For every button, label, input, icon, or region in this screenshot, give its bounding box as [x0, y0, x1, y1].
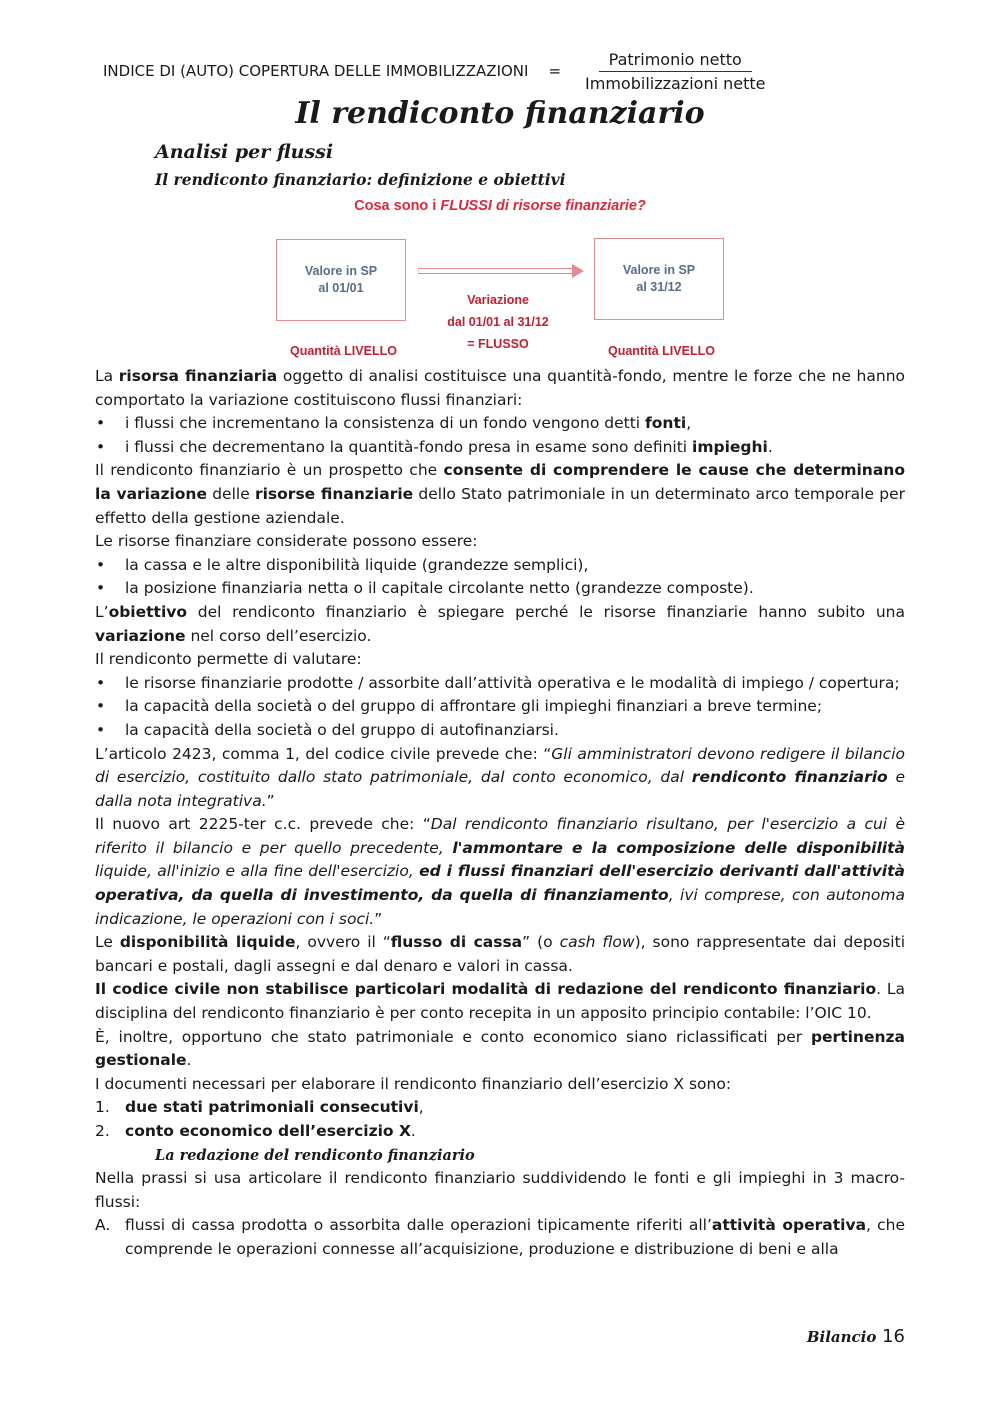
variation-label: [428, 289, 568, 355]
bold-run: disponibilità liquide: [119, 933, 296, 952]
italic-run: Gli amministratori devono redigere il bilancio di esercizio, costituito dallo stato patrimoniale, dal conto economico, dal: [95, 744, 905, 787]
text-run: .: [410, 1122, 416, 1140]
bullet-list: [95, 672, 905, 743]
paragraph: I documenti necessari per elaborare il rendiconto finanziario dell’esercizio X sono:: [95, 1074, 732, 1093]
list-item: [95, 1120, 905, 1144]
bold-run: fonti: [645, 414, 687, 433]
paragraph: [95, 365, 905, 412]
italic-run: liquide, all'inizio e alla fine dell'esercizio,: [95, 862, 420, 881]
text-run: ,: [686, 414, 692, 433]
end-box-line2: al 31/12: [636, 280, 682, 294]
text-run: La: [95, 367, 119, 385]
footer-label: Bilancio: [806, 1328, 877, 1346]
formula-denominator: Immobilizzazioni nette: [585, 73, 766, 93]
bold-run: risorse finanziarie: [254, 484, 414, 503]
bold-run: conto economico dell’esercizio X: [125, 1122, 411, 1140]
diagram-question-start: Cosa sono i: [354, 198, 441, 214]
lettered-list: [95, 1214, 905, 1261]
text-run: È, inoltre, opportuno che stato patrimoniale e conto economico siano riclassificati per: [95, 1027, 811, 1046]
flow-arrow-icon: [418, 264, 586, 278]
paragraph: [95, 931, 905, 978]
subsection-heading-2: La redazione del rendiconto finanziario: [155, 1146, 475, 1164]
formula-numerator: Patrimonio netto: [599, 50, 752, 72]
text-run: i flussi che incrementano la consistenza di un fondo vengono detti: [125, 414, 646, 433]
text-run: flussi di cassa prodotta o assorbita dalle operazioni tipicamente riferiti all’: [125, 1216, 712, 1235]
page-number: 16: [882, 1326, 905, 1347]
bullet-list: [95, 554, 905, 601]
text-run: oggetto di analisi costituisce una quantità-fondo, mentre le forze che ne hanno comportato la variazione costituiscono flussi finanziari:: [95, 367, 906, 409]
subsection-heading: Il rendiconto finanziario: definizione e obiettivi: [155, 170, 566, 189]
bold-run: flusso di cassa: [390, 933, 523, 952]
text-run: .: [186, 1051, 192, 1070]
end-value-box: [594, 238, 724, 320]
coverage-formula: [103, 48, 775, 94]
text-run: nel corso dell’esercizio.: [185, 626, 372, 645]
paragraph: Le risorse finanziare considerate possono essere:: [95, 532, 478, 551]
list-item: • la cassa e le altre disponibilità liquide (grandezze semplici),: [95, 554, 905, 578]
list-item: • la capacità della società o del gruppo di autofinanziarsi.: [95, 719, 905, 743]
formula-label: INDICE DI (AUTO) COPERTURA DELLE IMMOBILIZZAZIONI: [103, 62, 529, 80]
bold-italic-run: ed i flussi finanziari dell'esercizio derivanti dall'attività operativa, da quella di investimento, da quella di finanziamento: [95, 862, 905, 905]
text-run: Le: [95, 933, 120, 952]
bold-run: attività operativa: [711, 1216, 867, 1235]
numbered-list: [95, 1096, 905, 1143]
text-run: . La disciplina del rendiconto finanziario è per conto recepita in un apposito principio contabile: l’OIC 10.: [95, 980, 905, 1023]
bold-run: Il codice civile non stabilisce particolari modalità di redazione del rendiconto finanziario: [95, 980, 877, 999]
start-value-box: [276, 239, 406, 321]
list-item: [95, 436, 905, 460]
list-item: • la posizione finanziaria netta o il capitale circolante netto (grandezze composte).: [95, 577, 905, 601]
list-marker: A.: [95, 1216, 111, 1235]
bold-run: impieghi: [692, 437, 768, 456]
level-label-left: Quantità LIVELLO: [290, 344, 397, 358]
list-marker: 2.: [95, 1122, 110, 1140]
diagram-question: [260, 198, 740, 214]
paragraph: Nella prassi si usa articolare il rendiconto finanziario suddividendo le fonti e gli impieghi in 3 macro-flussi:: [95, 1169, 905, 1211]
text-run: , ovvero il “: [295, 933, 391, 952]
text-run: Il rendiconto finanziario è un prospetto che: [95, 461, 444, 480]
paragraph: [95, 459, 905, 530]
text-run: ,: [418, 1098, 424, 1117]
bold-run: consente di comprendere le cause che determinano la variazione: [95, 461, 905, 503]
text-run: ), sono rappresentate dai depositi bancari e postali, dagli assegni e dal denaro e valori in cassa.: [95, 933, 906, 975]
section-heading: Analisi per flussi: [155, 141, 334, 163]
text-run: ”: [374, 909, 383, 928]
formula-equals: =: [548, 62, 562, 80]
formula-fraction: [575, 50, 775, 93]
text-run: , che comprende le operazioni connesse all’acquisizione, produzione e distribuzione di beni e alla: [125, 1216, 905, 1258]
list-item: [95, 1214, 905, 1261]
italic-run: e dalla nota integrativa.: [95, 768, 905, 810]
paragraph: [95, 601, 905, 648]
paragraph: [95, 978, 905, 1025]
bold-run: due stati patrimoniali consecutivi: [125, 1098, 419, 1117]
variation-line2: dal 01/01 al 31/12: [447, 315, 549, 329]
variation-line1: Variazione: [467, 293, 529, 307]
bold-italic-run: rendiconto finanziario: [691, 768, 888, 787]
text-run: L’articolo 2423, comma 1, del codice civile prevede che: “: [95, 744, 552, 763]
bold-italic-run: l'ammontare e la composizione delle disponibilità: [452, 838, 905, 857]
page-title: Il rendiconto finanziario: [295, 96, 705, 131]
bold-run: variazione: [95, 626, 186, 645]
page-footer: [807, 1326, 905, 1347]
italic-run: cash flow: [559, 933, 635, 952]
list-item: [95, 1096, 905, 1120]
paragraph: [95, 1026, 905, 1073]
paragraph: [95, 743, 905, 814]
text-run: L’: [95, 602, 109, 621]
italic-run: , ivi comprese, con autonoma indicazione, le operazioni con i soci.: [95, 886, 905, 928]
start-box-line1: Valore in SP: [304, 264, 378, 278]
variation-line3: = FLUSSO: [467, 337, 529, 351]
flow-diagram: [260, 194, 740, 366]
bold-run: pertinenza gestionale: [95, 1027, 905, 1070]
text-run: del rendiconto finanziario è spiegare perché le risorse finanziarie hanno subito una: [187, 602, 905, 621]
list-item: • le risorse finanziarie prodotte / assorbite dall’attività operativa e le modalità di impiego / copertura;: [95, 672, 905, 696]
text-run: Il nuovo art 2225-ter c.c. prevede che: “: [95, 815, 431, 834]
text-run: .: [767, 437, 773, 456]
body-text: [95, 365, 905, 1262]
start-box-line2: al 01/01: [318, 281, 364, 295]
text-run: delle: [206, 484, 255, 503]
bullet-list: [95, 412, 905, 459]
text-run: ”: [266, 791, 275, 810]
text-run: ” (o: [522, 933, 560, 952]
text-run: i flussi che decrementano la quantità-fondo presa in esame sono definiti: [125, 437, 693, 456]
bold-run: risorsa finanziaria: [118, 367, 278, 385]
paragraph: [95, 813, 905, 931]
list-marker: 1.: [95, 1098, 110, 1117]
bold-run: obiettivo: [108, 602, 188, 621]
paragraph: Il rendiconto permette di valutare:: [95, 650, 362, 669]
diagram-question-emphasis: FLUSSI di risorse finanziarie?: [440, 198, 646, 214]
end-box-line1: Valore in SP: [622, 263, 696, 277]
level-label-right: Quantità LIVELLO: [608, 344, 715, 358]
text-run: dello Stato patrimoniale in un determinato arco temporale per effetto della gestione aziendale.: [95, 484, 905, 527]
italic-run: Dal rendiconto finanziario risultano, per l'esercizio a cui è riferito il bilancio e per quello precedente,: [95, 815, 906, 857]
list-item: [95, 412, 905, 436]
list-item: • la capacità della società o del gruppo di affrontare gli impieghi finanziari a breve termine;: [95, 695, 905, 719]
